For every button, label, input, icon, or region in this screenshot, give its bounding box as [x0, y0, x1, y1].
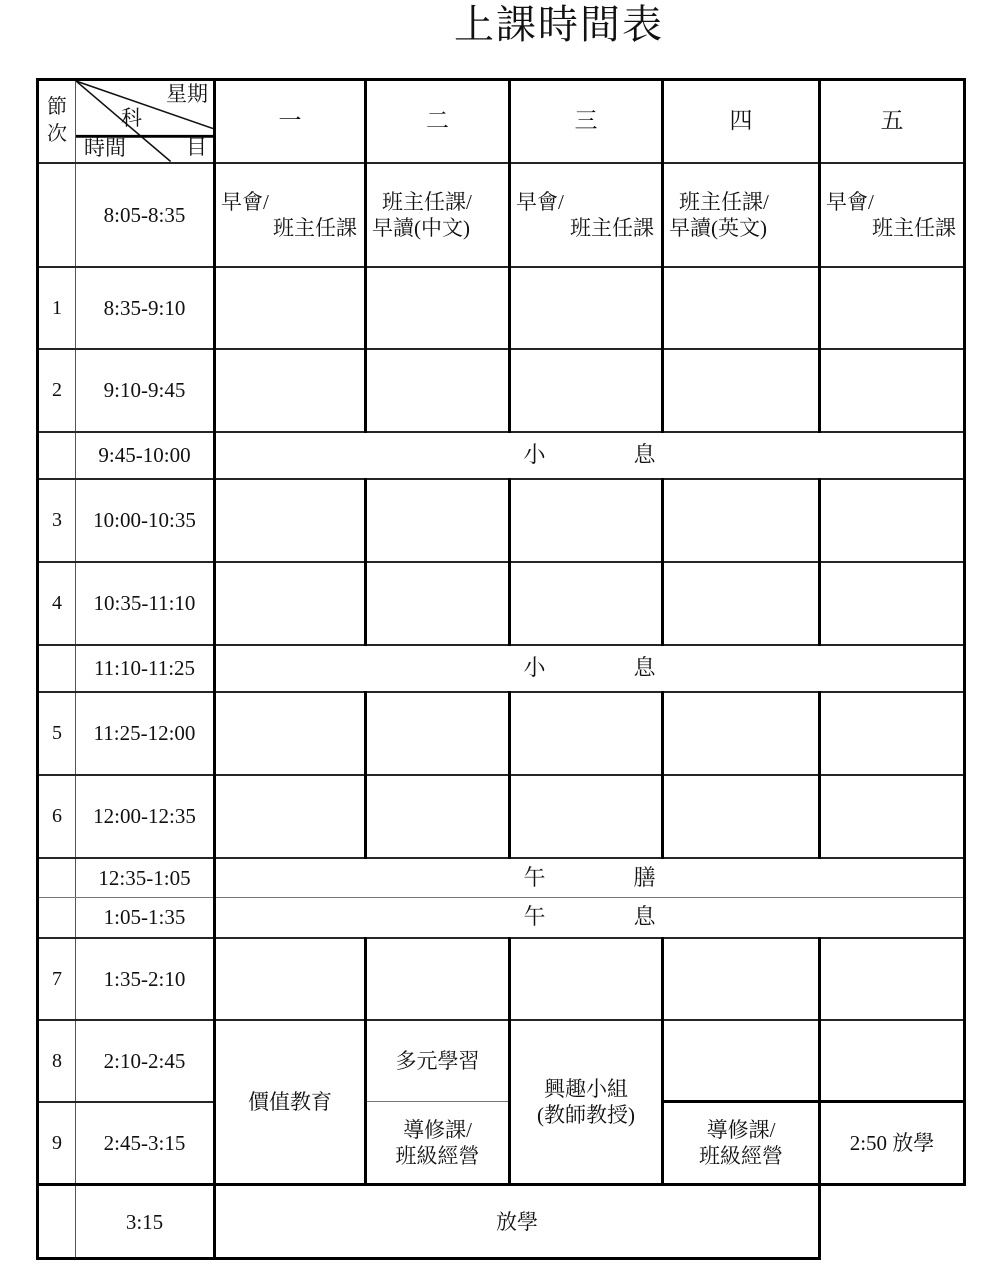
time-cell-p8: 2:10-2:45 [76, 1020, 215, 1102]
cell-mon-morning-line2: 班主任課 [273, 215, 357, 240]
cell-tue-morning-line2: 早讀(中文) [372, 215, 470, 240]
cell-tue-p7 [366, 938, 510, 1020]
time-cell-lunch: 12:35-1:05 [76, 858, 215, 898]
cell-thu-p7 [663, 938, 820, 1020]
period-header-char2: 次 [47, 123, 67, 146]
cell-mon-morning [215, 163, 366, 267]
cell-mon-p8-p9-values-education: 價值教育 [215, 1020, 366, 1185]
cell-mon-p3 [215, 479, 366, 562]
cell-fri-p7 [820, 938, 965, 1020]
empty-area-fri-dismissal [820, 1185, 965, 1259]
time-cell-recess2: 11:10-11:25 [76, 645, 215, 692]
recess1-label-right: 息 [633, 442, 656, 467]
day-header-wed: 三 [510, 80, 663, 163]
recess2-merged-cell [215, 645, 965, 692]
period-cell-lunch [38, 858, 76, 898]
nap-label-left: 午 [523, 904, 546, 930]
nap-merged-cell [215, 898, 965, 938]
cell-fri-morning-line1: 早會/ [826, 189, 874, 214]
cell-thu-p8 [663, 1020, 820, 1102]
cell-thu-morning-line2: 早讀(英文) [669, 215, 767, 240]
corner-subject-top-label: 科 [121, 106, 142, 130]
cell-mon-p6 [215, 775, 366, 858]
time-cell-p9: 2:45-3:15 [76, 1102, 215, 1185]
timetable [36, 78, 966, 1260]
cell-mon-p5 [215, 692, 366, 775]
lunch-label-right: 膳 [633, 864, 656, 890]
cell-fri-p6 [820, 775, 965, 858]
period-cell-3: 3 [38, 479, 76, 562]
cell-wed-p7 [510, 938, 663, 1020]
period-cell-dismissal [38, 1185, 76, 1259]
cell-tue-p5 [366, 692, 510, 775]
day-header-fri: 五 [820, 80, 965, 163]
cell-fri-p4 [820, 562, 965, 645]
period-cell-4: 4 [38, 562, 76, 645]
cell-tue-p9-tutorial [366, 1102, 510, 1185]
time-cell-p6: 12:00-12:35 [76, 775, 215, 858]
nap-label-right: 息 [633, 904, 656, 930]
time-cell-morning: 8:05-8:35 [76, 163, 215, 267]
corner-time-label: 時間 [84, 135, 126, 160]
cell-wed-interest-group-line1: 興趣小組 [544, 1076, 628, 1101]
time-cell-p3: 10:00-10:35 [76, 479, 215, 562]
cell-wed-p4 [510, 562, 663, 645]
cell-thu-p5 [663, 692, 820, 775]
cell-thu-p9-line2: 班級經營 [699, 1144, 783, 1168]
time-cell-p1: 8:35-9:10 [76, 267, 215, 349]
period-cell-recess2 [38, 645, 76, 692]
time-cell-p5: 11:25-12:00 [76, 692, 215, 775]
cell-thu-morning-line1: 班主任課/ [679, 189, 769, 214]
period-cell-nap [38, 898, 76, 938]
cell-wed-p1 [510, 267, 663, 349]
day-header-thu: 四 [663, 80, 820, 163]
dismissal-merged-cell: 放學 [215, 1185, 820, 1259]
cell-wed-p8-p9-interest-group [510, 1020, 663, 1185]
cell-fri-morning [820, 163, 965, 267]
cell-wed-morning-line2: 班主任課 [570, 215, 654, 240]
cell-fri-p3 [820, 479, 965, 562]
lunch-merged-cell [215, 858, 965, 898]
time-cell-recess1: 9:45-10:00 [76, 432, 215, 479]
corner-subject-bottom-label: 目 [186, 134, 207, 159]
cell-mon-p7 [215, 938, 366, 1020]
recess2-label-left: 小 [523, 655, 546, 680]
cell-thu-p6 [663, 775, 820, 858]
cell-thu-p3 [663, 479, 820, 562]
cell-wed-p6 [510, 775, 663, 858]
period-cell-recess1 [38, 432, 76, 479]
time-cell-p2: 9:10-9:45 [76, 349, 215, 432]
corner-weekday-label: 星期 [166, 82, 208, 106]
cell-tue-p9-line2: 班級經營 [395, 1143, 480, 1168]
cell-tue-p8-diverse-learning: 多元學習 [366, 1020, 510, 1102]
cell-thu-p9-line1: 導修課/ [706, 1118, 776, 1142]
cell-wed-morning-line1: 早會/ [516, 189, 564, 214]
period-cell-1: 1 [38, 267, 76, 349]
period-cell-6: 6 [38, 775, 76, 858]
period-cell-9: 9 [38, 1102, 76, 1185]
cell-thu-morning [663, 163, 820, 267]
cell-wed-morning [510, 163, 663, 267]
cell-tue-p6 [366, 775, 510, 858]
cell-fri-p9-early-dismissal: 2:50 放學 [820, 1102, 965, 1185]
cell-tue-p4 [366, 562, 510, 645]
period-cell-morning [38, 163, 76, 267]
cell-tue-p9-line1: 導修課/ [403, 1117, 472, 1142]
period-header-char1: 節 [47, 96, 67, 119]
cell-thu-p1 [663, 267, 820, 349]
cell-thu-p4 [663, 562, 820, 645]
cell-fri-p5 [820, 692, 965, 775]
cell-thu-p9-tutorial [663, 1102, 820, 1185]
cell-fri-morning-line2: 班主任課 [872, 215, 956, 240]
cell-wed-interest-group-line2: (教師教授) [537, 1102, 635, 1127]
day-header-tue: 二 [366, 80, 510, 163]
corner-diagonal-cell [76, 80, 215, 163]
time-cell-p7: 1:35-2:10 [76, 938, 215, 1020]
cell-tue-morning [366, 163, 510, 267]
corner-period-cell [38, 80, 76, 163]
time-cell-p4: 10:35-11:10 [76, 562, 215, 645]
cell-mon-p1 [215, 267, 366, 349]
cell-fri-p8 [820, 1020, 965, 1102]
cell-mon-p2 [215, 349, 366, 432]
lunch-label-left: 午 [523, 864, 546, 890]
day-header-mon: 一 [215, 80, 366, 163]
recess1-merged-cell [215, 432, 965, 479]
cell-fri-p1 [820, 267, 965, 349]
cell-tue-morning-line1: 班主任課/ [382, 189, 472, 214]
cell-tue-p3 [366, 479, 510, 562]
time-cell-dismissal: 3:15 [76, 1185, 215, 1259]
recess1-label-left: 小 [523, 442, 546, 467]
cell-tue-p1 [366, 267, 510, 349]
cell-fri-p2 [820, 349, 965, 432]
cell-mon-p4 [215, 562, 366, 645]
cell-wed-p3 [510, 479, 663, 562]
cell-wed-p2 [510, 349, 663, 432]
cell-wed-p5 [510, 692, 663, 775]
period-cell-8: 8 [38, 1020, 76, 1102]
page-title: 上課時間表 [454, 2, 664, 47]
cell-tue-p2 [366, 349, 510, 432]
cell-mon-morning-line1: 早會/ [221, 189, 269, 214]
cell-thu-p2 [663, 349, 820, 432]
period-cell-2: 2 [38, 349, 76, 432]
period-cell-5: 5 [38, 692, 76, 775]
period-cell-7: 7 [38, 938, 76, 1020]
time-cell-nap: 1:05-1:35 [76, 898, 215, 938]
recess2-label-right: 息 [633, 655, 656, 680]
